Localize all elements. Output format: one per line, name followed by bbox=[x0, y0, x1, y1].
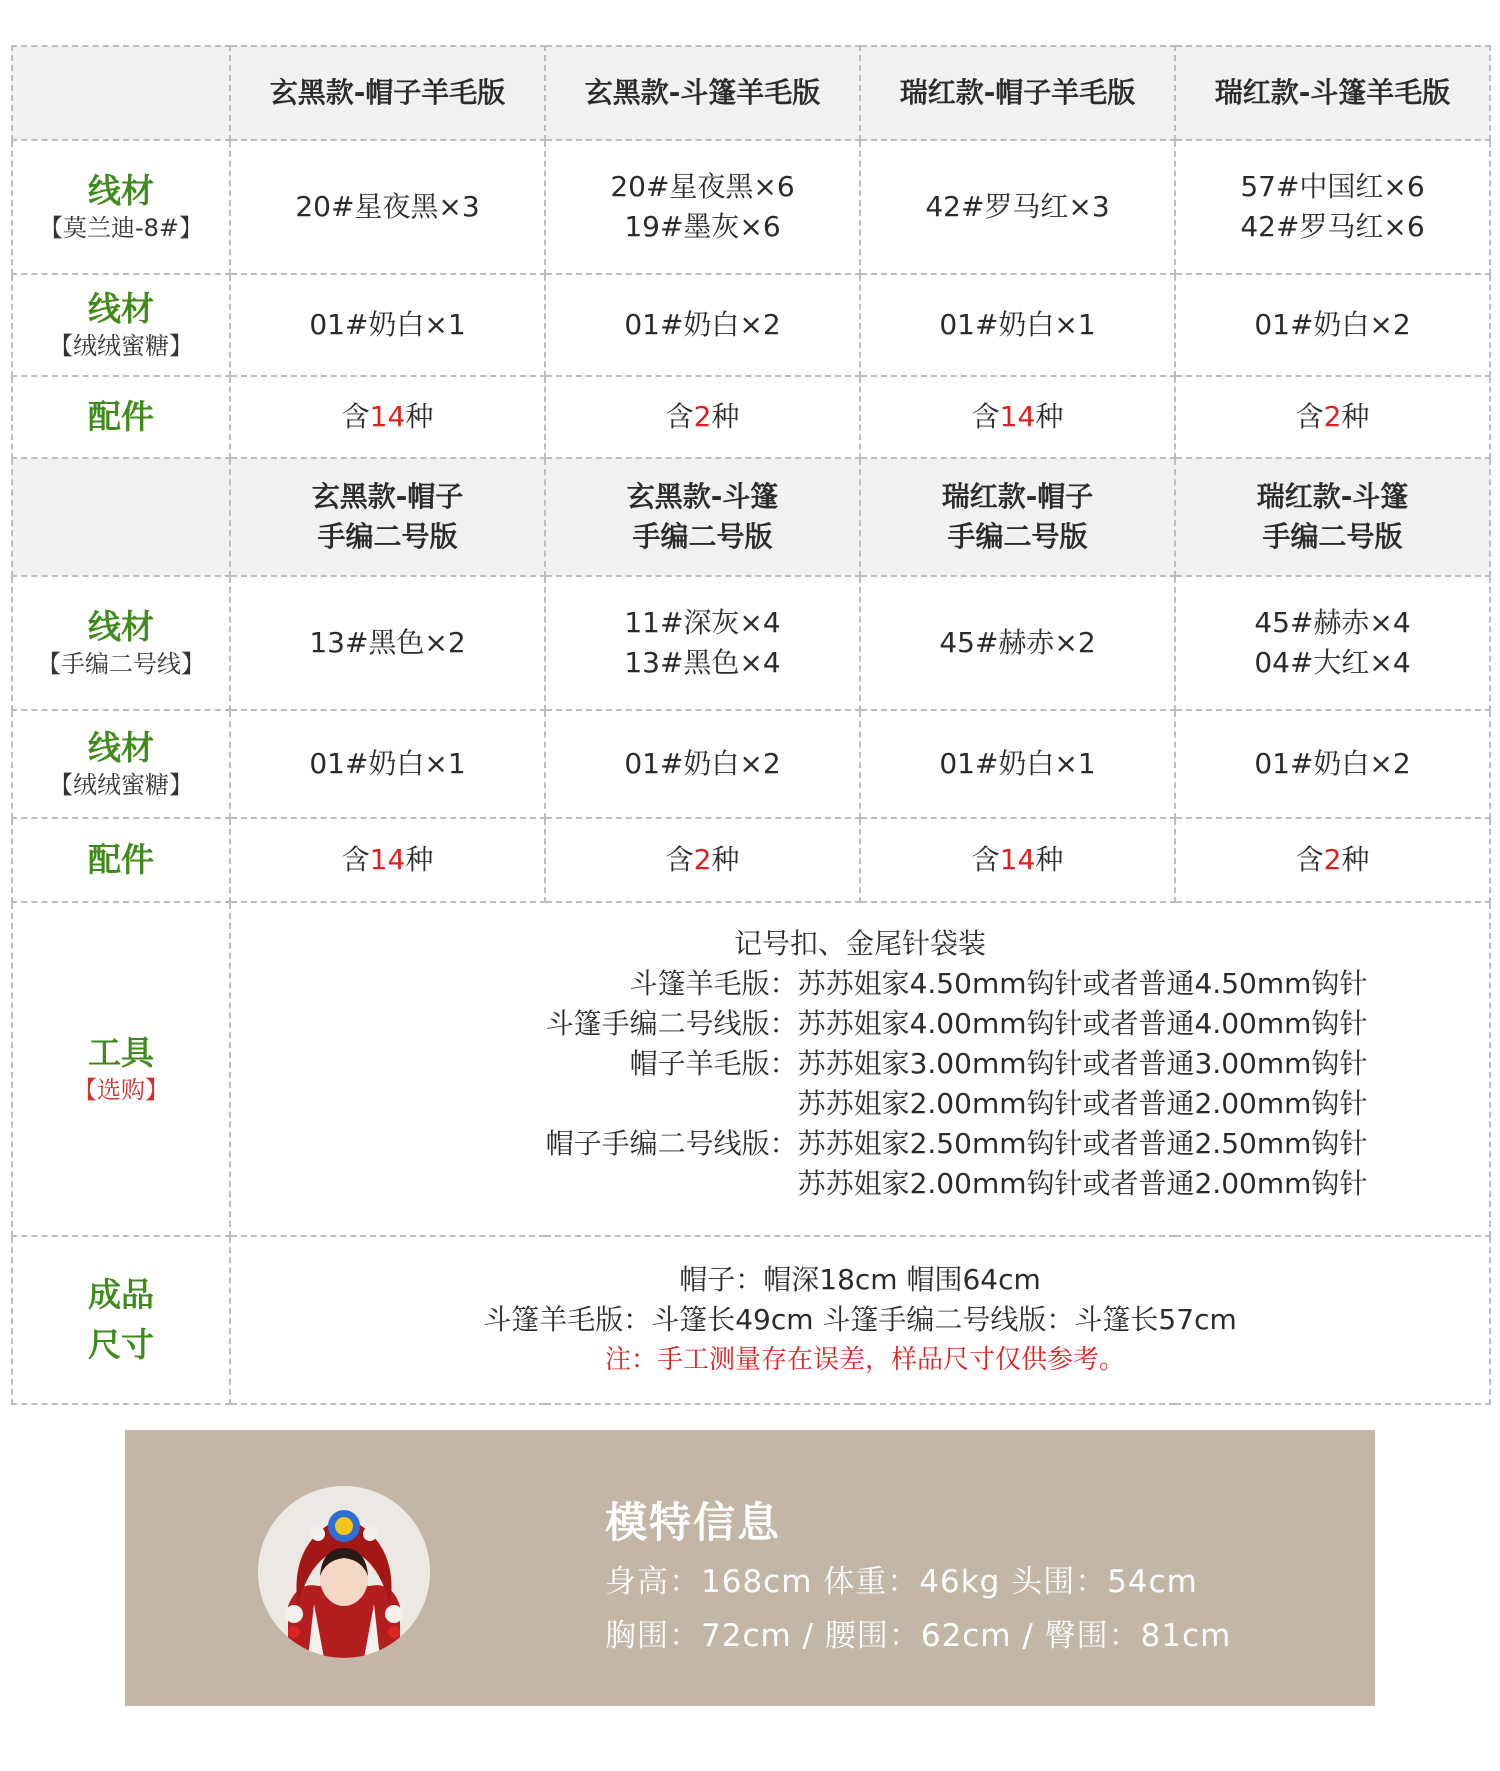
yarn-cell: 01#奶白×1 bbox=[230, 274, 545, 376]
yarn-cell: 13#黑色×2 bbox=[230, 576, 545, 710]
header-cell: 玄黑款-帽子 手编二号版 bbox=[230, 458, 545, 576]
parts-cell: 含2种 bbox=[1175, 376, 1490, 458]
header-cell: 瑞红款-帽子 手编二号版 bbox=[860, 458, 1175, 576]
row-label-title: 配件 bbox=[88, 397, 154, 436]
yarn-cell: 01#奶白×2 bbox=[1175, 274, 1490, 376]
row-label bbox=[12, 274, 230, 376]
parts-cell: 含14种 bbox=[230, 376, 545, 458]
parts-cell: 含14种 bbox=[860, 818, 1175, 902]
yarn-cell: 01#奶白×2 bbox=[545, 274, 860, 376]
size-line-cape: 斗篷羊毛版：斗篷长49cm 斗篷手编二号线版：斗篷长57cm bbox=[483, 1303, 1237, 1336]
row-label-sub: 【选购】 bbox=[73, 1076, 169, 1104]
yarn-cell: 20#星夜黑×6 19#墨灰×6 bbox=[545, 140, 860, 274]
yarn-cell: 45#赫赤×4 04#大红×4 bbox=[1175, 576, 1490, 710]
model-info-title: 模特信息 bbox=[605, 1498, 782, 1547]
parts-row-wool bbox=[12, 376, 1490, 458]
header-empty-cell bbox=[12, 46, 230, 140]
model-info-line-1: 身高：168cm 体重：46kg 头围：54cm bbox=[605, 1564, 1198, 1600]
yarn-cell: 11#深灰×4 13#黑色×4 bbox=[545, 576, 860, 710]
size-line-hat: 帽子：帽深18cm 帽围64cm bbox=[679, 1263, 1041, 1296]
parts-cell: 含2种 bbox=[545, 818, 860, 902]
header-cell: 玄黑款-帽子羊毛版 bbox=[230, 46, 545, 140]
parts-row-handknit bbox=[12, 818, 1490, 902]
row-label-title: 配件 bbox=[88, 840, 154, 879]
row-label-sub: 【莫兰迪-8#】 bbox=[38, 214, 204, 242]
yarn-cell: 45#赫赤×2 bbox=[860, 576, 1175, 710]
row-label-title: 线材 bbox=[88, 728, 154, 767]
yarn-row-morandi bbox=[12, 140, 1490, 274]
tools-cell bbox=[230, 902, 1490, 1236]
row-label-title: 尺寸 bbox=[88, 1325, 154, 1364]
yarn-cell: 01#奶白×1 bbox=[230, 710, 545, 818]
yarn-row-fluffy-2 bbox=[12, 710, 1490, 818]
row-label-sub: 【绒绒蜜糖】 bbox=[49, 771, 193, 799]
row-label bbox=[12, 376, 230, 458]
header-empty-cell bbox=[12, 458, 230, 576]
model-photo-illustration bbox=[258, 1486, 430, 1658]
header-cell: 玄黑款-斗篷羊毛版 bbox=[545, 46, 860, 140]
parts-cell: 含2种 bbox=[1175, 818, 1490, 902]
row-label bbox=[12, 818, 230, 902]
size-cell bbox=[230, 1236, 1490, 1404]
yarn-cell: 01#奶白×1 bbox=[860, 274, 1175, 376]
header-cell: 瑞红款-斗篷 手编二号版 bbox=[1175, 458, 1490, 576]
row-label bbox=[12, 1236, 230, 1404]
tools-intro: 记号扣、金尾针袋装 bbox=[733, 926, 986, 960]
header-row-handknit bbox=[12, 458, 1490, 576]
row-label-title: 工具 bbox=[88, 1033, 154, 1072]
yarn-row-handknit bbox=[12, 576, 1490, 710]
yarn-cell: 57#中国红×6 42#罗马红×6 bbox=[1175, 140, 1490, 274]
header-cell: 瑞红款-斗篷羊毛版 bbox=[1175, 46, 1490, 140]
row-label bbox=[12, 576, 230, 710]
yarn-cell: 01#奶白×2 bbox=[545, 710, 860, 818]
parts-cell: 含2种 bbox=[545, 376, 860, 458]
row-label bbox=[12, 902, 230, 1236]
row-label-title: 线材 bbox=[88, 289, 154, 328]
row-label bbox=[12, 140, 230, 274]
yarn-cell: 01#奶白×2 bbox=[1175, 710, 1490, 818]
size-note: 注：手工测量存在误差，样品尺寸仅供参考。 bbox=[604, 1345, 1125, 1375]
row-label bbox=[12, 710, 230, 818]
model-avatar bbox=[258, 1486, 430, 1658]
row-label-title: 成品 bbox=[88, 1275, 154, 1314]
parts-cell: 含14种 bbox=[860, 376, 1175, 458]
spec-table bbox=[11, 45, 1491, 1405]
yarn-cell: 01#奶白×1 bbox=[860, 710, 1175, 818]
yarn-row-fluffy bbox=[12, 274, 1490, 376]
parts-cell: 含14种 bbox=[230, 818, 545, 902]
header-cell: 玄黑款-斗篷 手编二号版 bbox=[545, 458, 860, 576]
model-info-line-2: 胸围：72cm / 腰围：62cm / 臀围：81cm bbox=[605, 1618, 1232, 1654]
row-label-title: 线材 bbox=[88, 171, 154, 210]
row-label-sub: 【手编二号线】 bbox=[37, 650, 205, 678]
size-row bbox=[12, 1236, 1490, 1404]
yarn-cell: 42#罗马红×3 bbox=[860, 140, 1175, 274]
yarn-cell: 20#星夜黑×3 bbox=[230, 140, 545, 274]
tools-row bbox=[12, 902, 1490, 1236]
row-label-sub: 【绒绒蜜糖】 bbox=[49, 332, 193, 360]
header-cell: 瑞红款-帽子羊毛版 bbox=[860, 46, 1175, 140]
tools-list: 记号扣、金尾针袋装 斗篷羊毛版： 苏苏姐家4.50mm钩针或者普通4.50mm钩针 斗篷手编二号线版： 苏苏姐家4.00mm钩针或者普通4.00mm钩针 帽子羊毛版： 苏苏姐家3.00mm钩针或者普通3.00mm钩针 苏苏姐家2.00mm钩针或者普通2.00mm钩针 帽子手编二号线版： 苏苏姐家2.50mm钩针或者普通2.50mm钩针 苏苏姐家2.00mm钩针或者普通2.00mm钩针 bbox=[353, 924, 1368, 1204]
header-row-wool bbox=[12, 46, 1490, 140]
row-label-title: 线材 bbox=[88, 607, 154, 646]
